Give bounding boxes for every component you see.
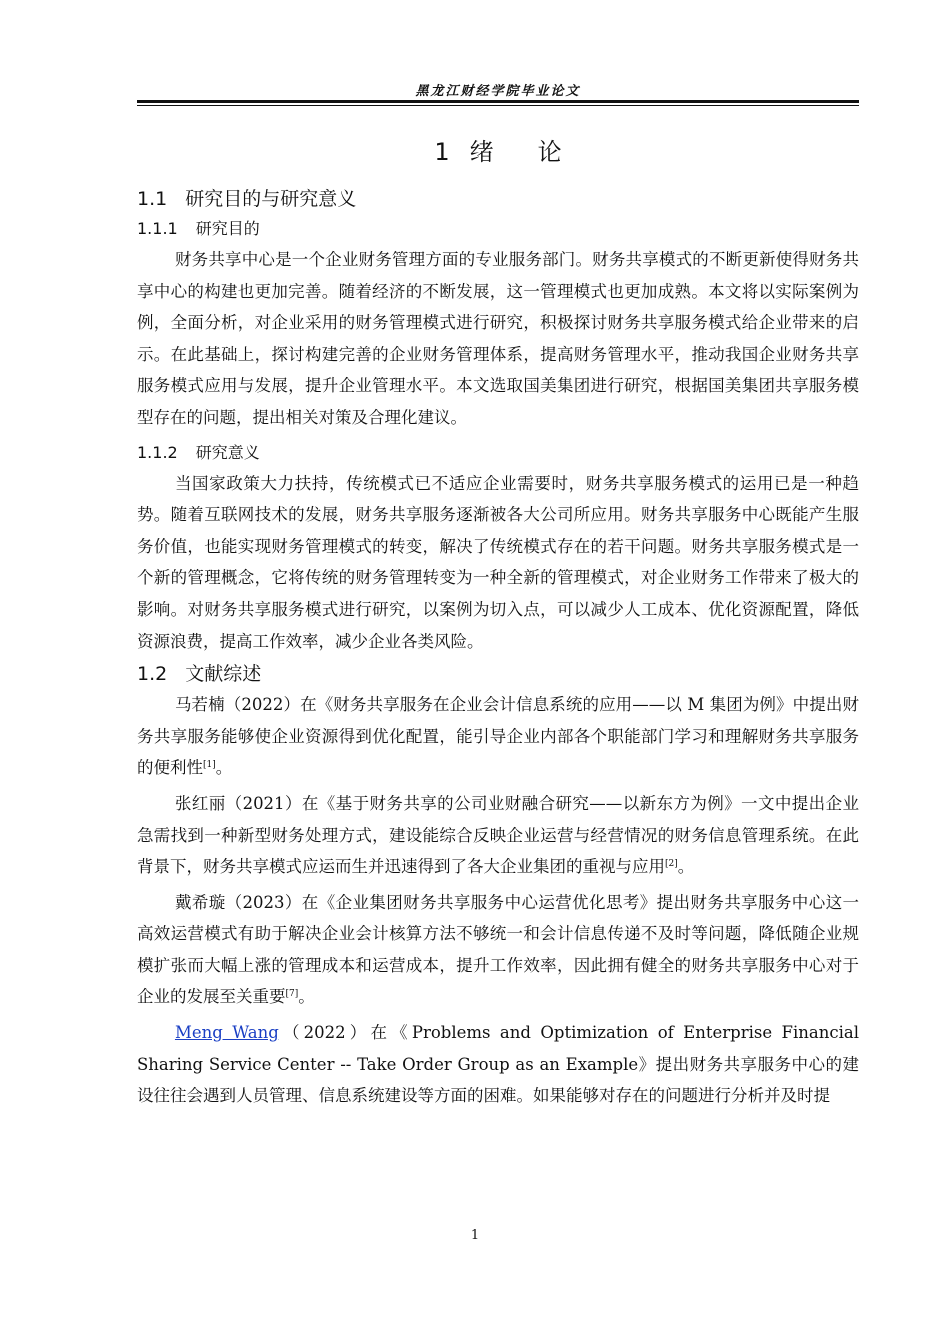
paragraph-text: 马若楠（2022）在《财务共享服务在企业会计信息系统的应用——以 M 集团为例》中提出财务共享服务能够使企业资源得到优化配置，能引导企业内部各个职能部门学习和理解财务共享服务的便利性 <box>137 695 859 778</box>
page-number: 1 <box>470 1228 480 1243</box>
subsection-number: 1.1.2 <box>137 442 178 462</box>
page-body <box>137 128 859 1112</box>
subsection-heading-1-1-1 <box>137 214 859 244</box>
section-number: 1.1 <box>137 188 168 210</box>
paragraph-end: 。 <box>298 987 315 1007</box>
section-title: 文献综述 <box>185 663 262 686</box>
body-paragraph: 当国家政策大力扶持，传统模式已不适应企业需要时，财务共享服务模式的运用已是一种趋势。随着互联网技术的发展，财务共享服务逐渐被各大公司所应用。财务共享服务中心既能产生服务价值，也能实现财务管理模式的转变，解决了传统模式存在的若干问题。财务共享服务模式是一个新的管理概念，它将传统的财务管理转变为一种全新的管理模式，对企业财务工作带来了极大的影响。对财务共享服务模式进行研究，以案例为切入点，可以减少人工成本、优化资源配置，降低资源浪费，提高工作效率，减少企业各类风险。 <box>137 473 859 651</box>
chapter-title-part1: 绪 <box>469 138 494 166</box>
header-rule-thin <box>137 105 859 106</box>
paragraph-text: 戴希璇（2023）在《企业集团财务共享服务中心运营优化思考》提出财务共享服务中心这一高效运营模式有助于解决企业会计核算方法不够统一和会计信息传递不及时等问题，降低随企业规模扩张而大幅上涨的管理成本和运营成本，提升工作效率，因此拥有健全的财务共享服务中心对于企业的发展至关重要 <box>137 892 859 1007</box>
section-heading-1-2 <box>137 659 859 689</box>
chapter-title <box>137 132 859 172</box>
paragraph-end: 。 <box>677 857 695 877</box>
author-link[interactable]: Meng Wang <box>174 1023 279 1043</box>
literature-paragraph <box>137 788 859 883</box>
header-rule-thick <box>137 100 859 103</box>
literature-paragraph <box>137 689 859 784</box>
subsection-title: 研究意义 <box>195 442 260 462</box>
citation-marker: [2] <box>665 859 678 870</box>
subsection-heading-1-1-2 <box>137 438 859 468</box>
paragraph-text: （2022）在《Problems and Optimization of Enterprise Financial Sharing Service Center -- Take Order Group as an Example》提出财务共享服务中心的建设往往会遇到人员管理、信息系统建设等方面的困难。如果能够对存在的问题进行分析并及时提 <box>137 1023 859 1106</box>
literature-paragraph <box>137 1017 859 1112</box>
literature-paragraph <box>137 887 859 1013</box>
body-paragraph: 财务共享中心是一个企业财务管理方面的专业服务部门。财务共享模式的不断更新使得财务共享中心的构建也更加完善。随着经济的不断发展，这一管理模式也更加成熟。本文将以实际案例为例，全面分析，对企业采用的财务管理模式进行研究，积极探讨财务共享服务模式给企业带来的启示。在此基础上，探讨构建完善的企业财务管理体系，提高财务管理水平，推动我国企业财务共享服务模式应用与发展，提升企业管理水平。本文选取国美集团进行研究，根据国美集团共享服务模型存在的问题，提出相关对策及合理化建议。 <box>137 250 859 427</box>
chapter-title-part2: 论 <box>537 138 562 166</box>
subsection-number: 1.1.1 <box>137 219 178 238</box>
section-title: 研究目的与研究意义 <box>185 188 357 210</box>
section-number: 1.2 <box>137 663 168 686</box>
citation-marker: [1] <box>203 760 216 771</box>
section-heading-1-1 <box>137 184 859 214</box>
subsection-title: 研究目的 <box>195 219 260 238</box>
running-header: 黑龙江财经学院毕业论文 <box>415 84 581 99</box>
chapter-number: 1 <box>434 138 450 166</box>
paragraph-text: 张红丽（2021）在《基于财务共享的公司业财融合研究——以新东方为例》一文中提出企业急需找到一种新型财务处理方式，建设能综合反映企业运营与经营情况的财务信息管理系统。在此背景下，财务共享模式应运而生并迅速得到了各大企业集团的重视与应用 <box>137 793 859 877</box>
paragraph-end: 。 <box>215 758 233 778</box>
citation-marker: [7] <box>285 989 299 1000</box>
